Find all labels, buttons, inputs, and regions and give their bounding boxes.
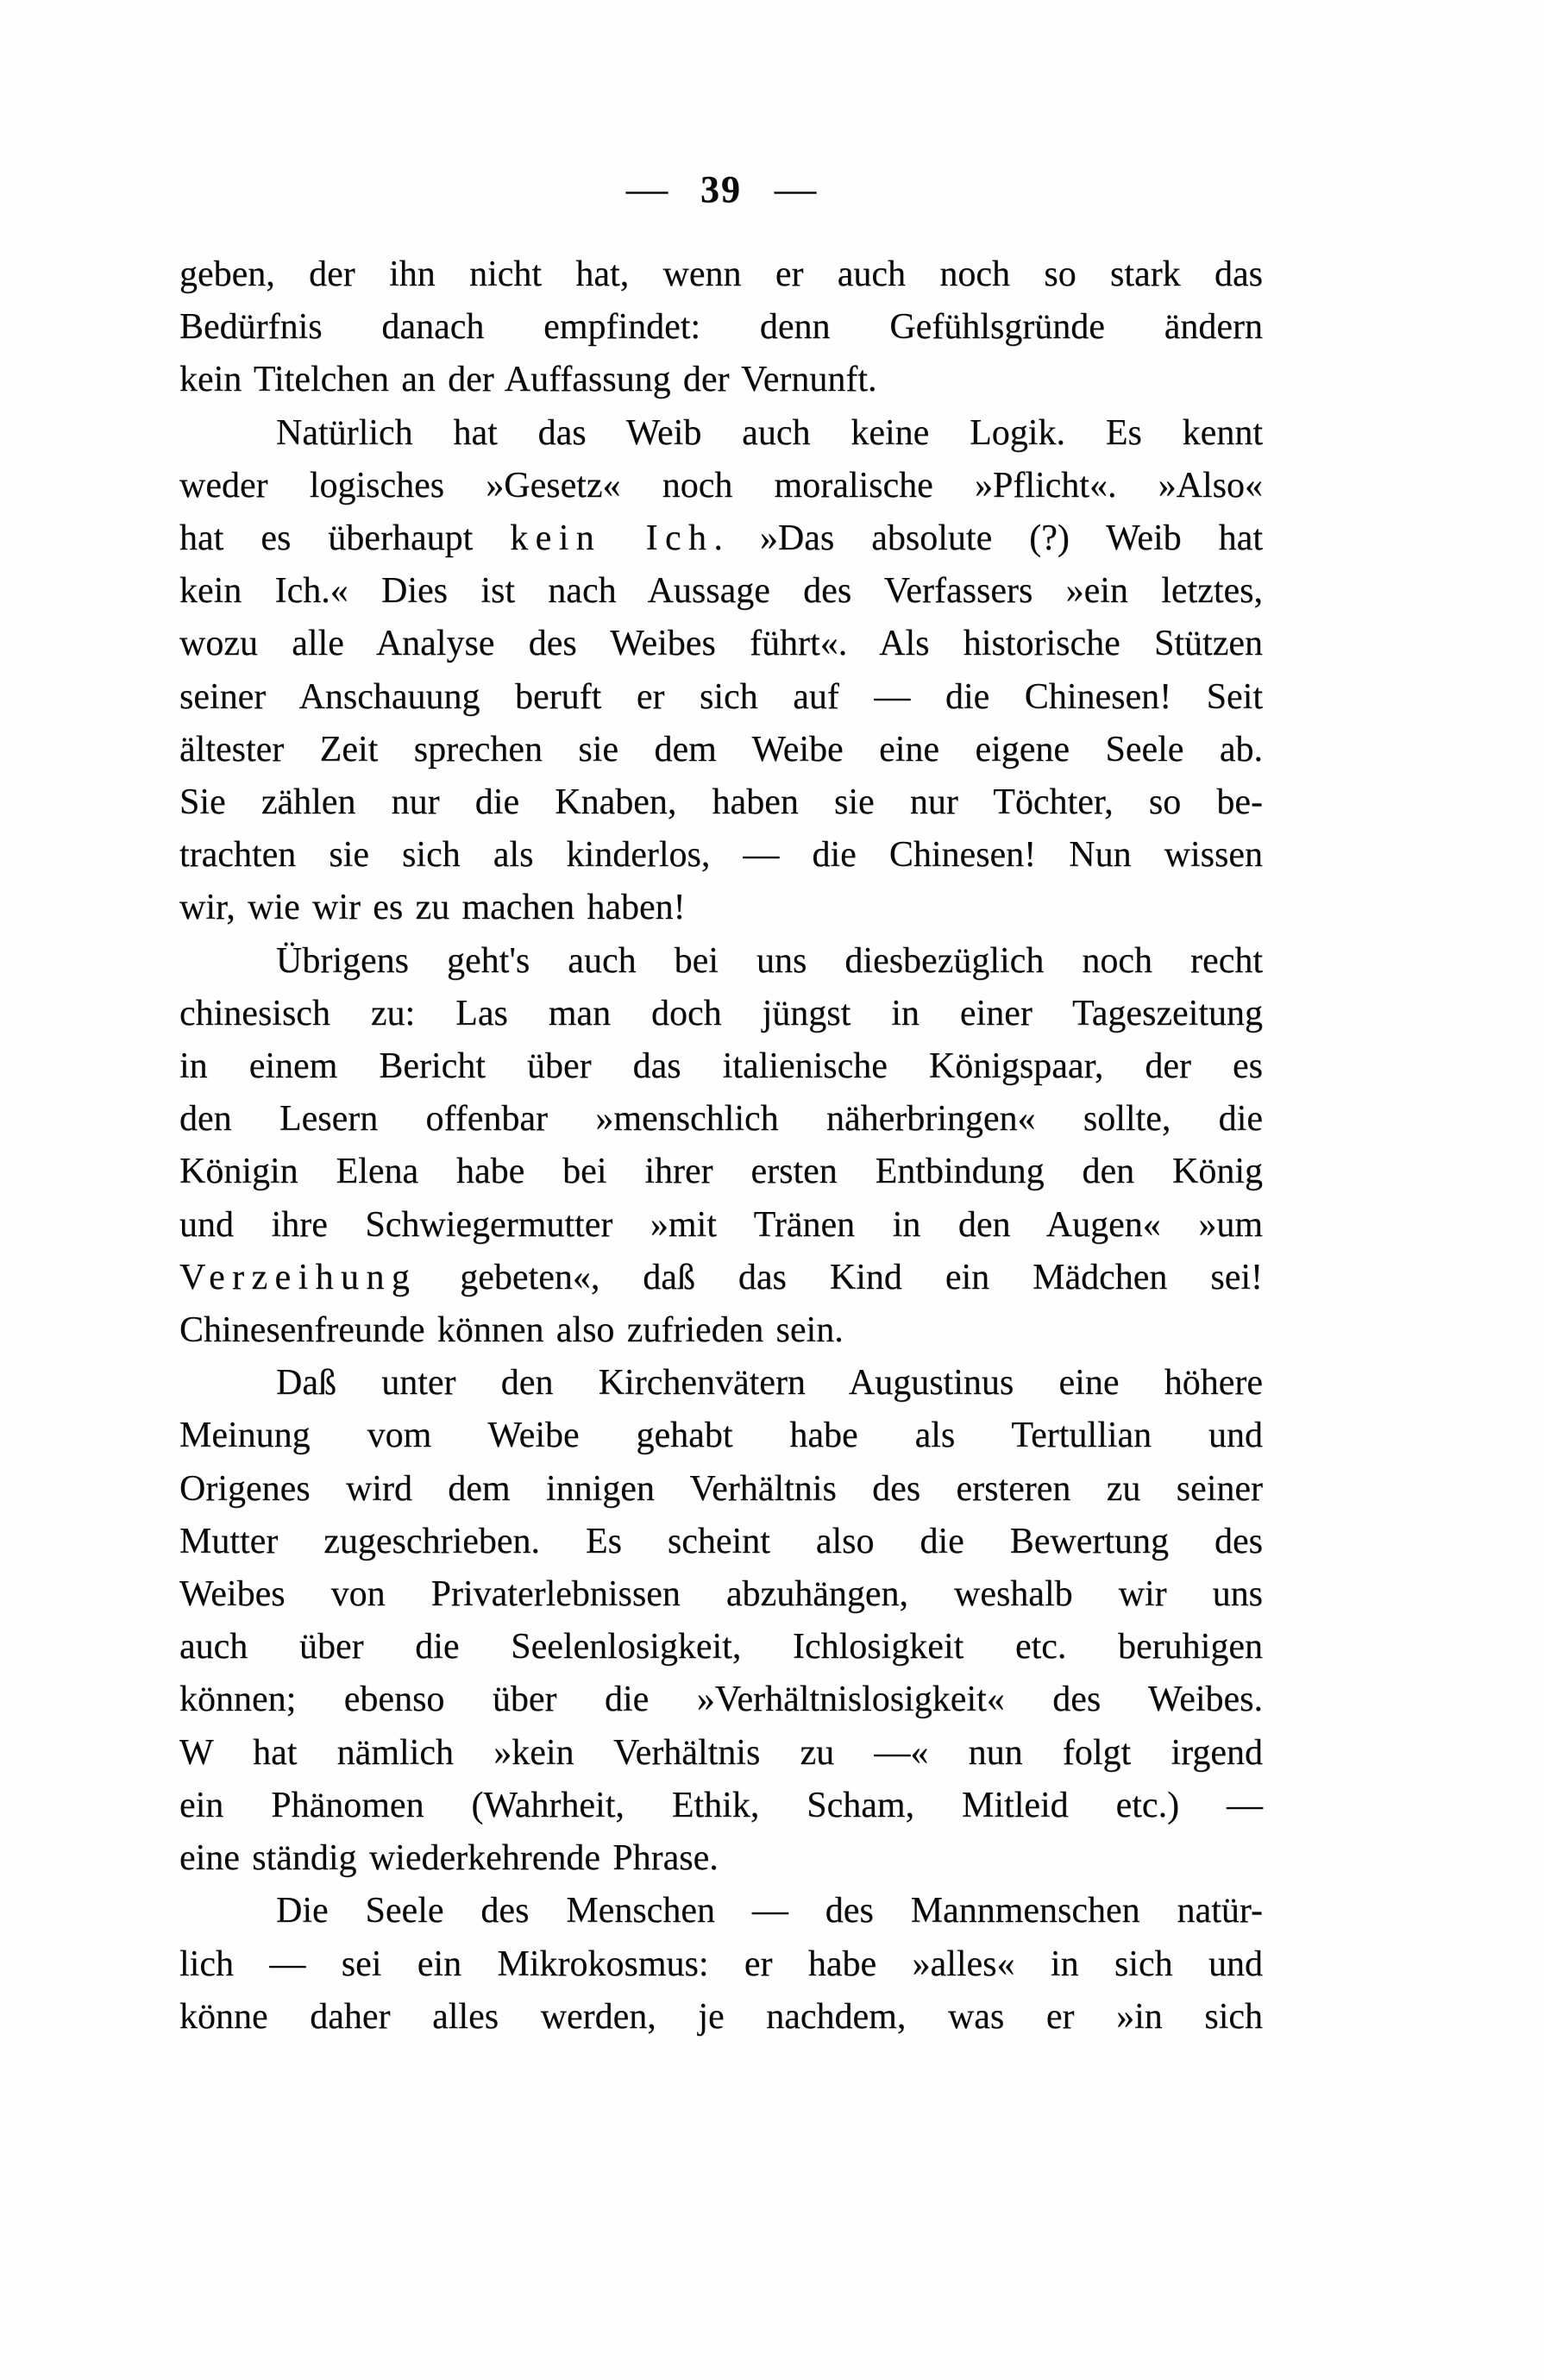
text-line: kein Ich.« Dies ist nach Aussage des Verfassers »ein letztes, (179, 571, 1263, 612)
text-line: auch über die Seelenlosigkeit, Ichlosigkeit etc. beruhigen (179, 1627, 1263, 1667)
text-line: Verzeihung gebeten«, daß das Kind ein Mädchen sei! (179, 1257, 1263, 1297)
text-line: Natürlich hat das Weib auch keine Logik. Es kennt (276, 412, 1263, 453)
text-line: Chinesenfreunde können also zufrieden sein. (179, 1310, 844, 1351)
text-line: in einem Bericht über das italienische Königspaar, der es (179, 1046, 1263, 1087)
text-line: den Lesern offenbar »menschlich näherbringen« sollte, die (179, 1099, 1263, 1140)
text-line: Königin Elena habe bei ihrer ersten Entbindung den König (179, 1152, 1263, 1192)
letterspaced-text: Verzeihung (179, 1257, 417, 1297)
text-line: und ihre Schwiegermutter »mit Tränen in den Augen« »um (179, 1204, 1263, 1245)
text-line: seiner Anschauung beruft er sich auf — die Chinesen! Seit (179, 676, 1263, 717)
text-line: ein Phänomen (Wahrheit, Ethik, Scham, Mitleid etc.) — (179, 1785, 1263, 1825)
text-line: kein Titelchen an der Auffassung der Vernunft. (179, 360, 877, 400)
text-line: weder logisches »Gesetz« noch moralische »Pflicht«. »Also« (179, 465, 1263, 506)
header-dash-right: — (774, 168, 817, 210)
text-line: Meinung vom Weibe gehabt habe als Tertullian und (179, 1416, 1263, 1456)
page-header (179, 169, 1263, 210)
text-line: wozu alle Analyse des Weibes führt«. Als historische Stützen (179, 624, 1263, 664)
text-line: geben, der ihn nicht hat, wenn er auch noch so stark das (179, 254, 1263, 294)
text-line: Bedürfnis danach empfindet: denn Gefühlsgründe ändern (179, 307, 1263, 348)
text-line: ältester Zeit sprechen sie dem Weibe eine eigene Seele ab. (179, 729, 1263, 769)
text-line: Weibes von Privaterlebnissen abzuhängen, weshalb wir uns (179, 1574, 1263, 1615)
letterspaced-text: kein Ich (510, 518, 714, 559)
text-line: lich — sei ein Mikrokosmus: er habe »alles« in sich und (179, 1944, 1263, 1984)
text-line: wir, wie wir es zu machen haben! (179, 888, 686, 928)
header-dash-left: — (625, 168, 668, 210)
text-line: eine ständig wiederkehrende Phrase. (179, 1838, 719, 1879)
text-line: Die Seele des Menschen — des Mannmenschen natür- (276, 1891, 1263, 1931)
page-text (179, 248, 1263, 2044)
page-number: 39 (700, 168, 742, 210)
text-line: Daß unter den Kirchenvätern Augustinus eine höhere (276, 1363, 1263, 1404)
text-line: Sie zählen nur die Knaben, haben sie nur Töchter, so be- (179, 782, 1263, 823)
text-line: trachten sie sich als kinderlos, — die Chinesen! Nun wissen (179, 835, 1263, 876)
text-line: Mutter zugeschrieben. Es scheint also die Bewertung des (179, 1521, 1263, 1561)
text-line: können; ebenso über die »Verhältnislosigkeit« des Weibes. (179, 1680, 1263, 1720)
text-line: W hat nämlich »kein Verhältnis zu —« nun folgt irgend (179, 1732, 1263, 1773)
text-line: hat es überhaupt kein Ich. »Das absolute (?) Weib hat (179, 518, 1263, 559)
text-line: könne daher alles werden, je nachdem, was er »in sich (179, 1996, 1263, 2037)
text-line: Übrigens geht's auch bei uns diesbezüglich noch recht (276, 940, 1263, 981)
text-line: Origenes wird dem innigen Verhältnis des ersteren zu seiner (179, 1468, 1263, 1509)
text-line: chinesisch zu: Las man doch jüngst in einer Tageszeitung (179, 993, 1263, 1033)
